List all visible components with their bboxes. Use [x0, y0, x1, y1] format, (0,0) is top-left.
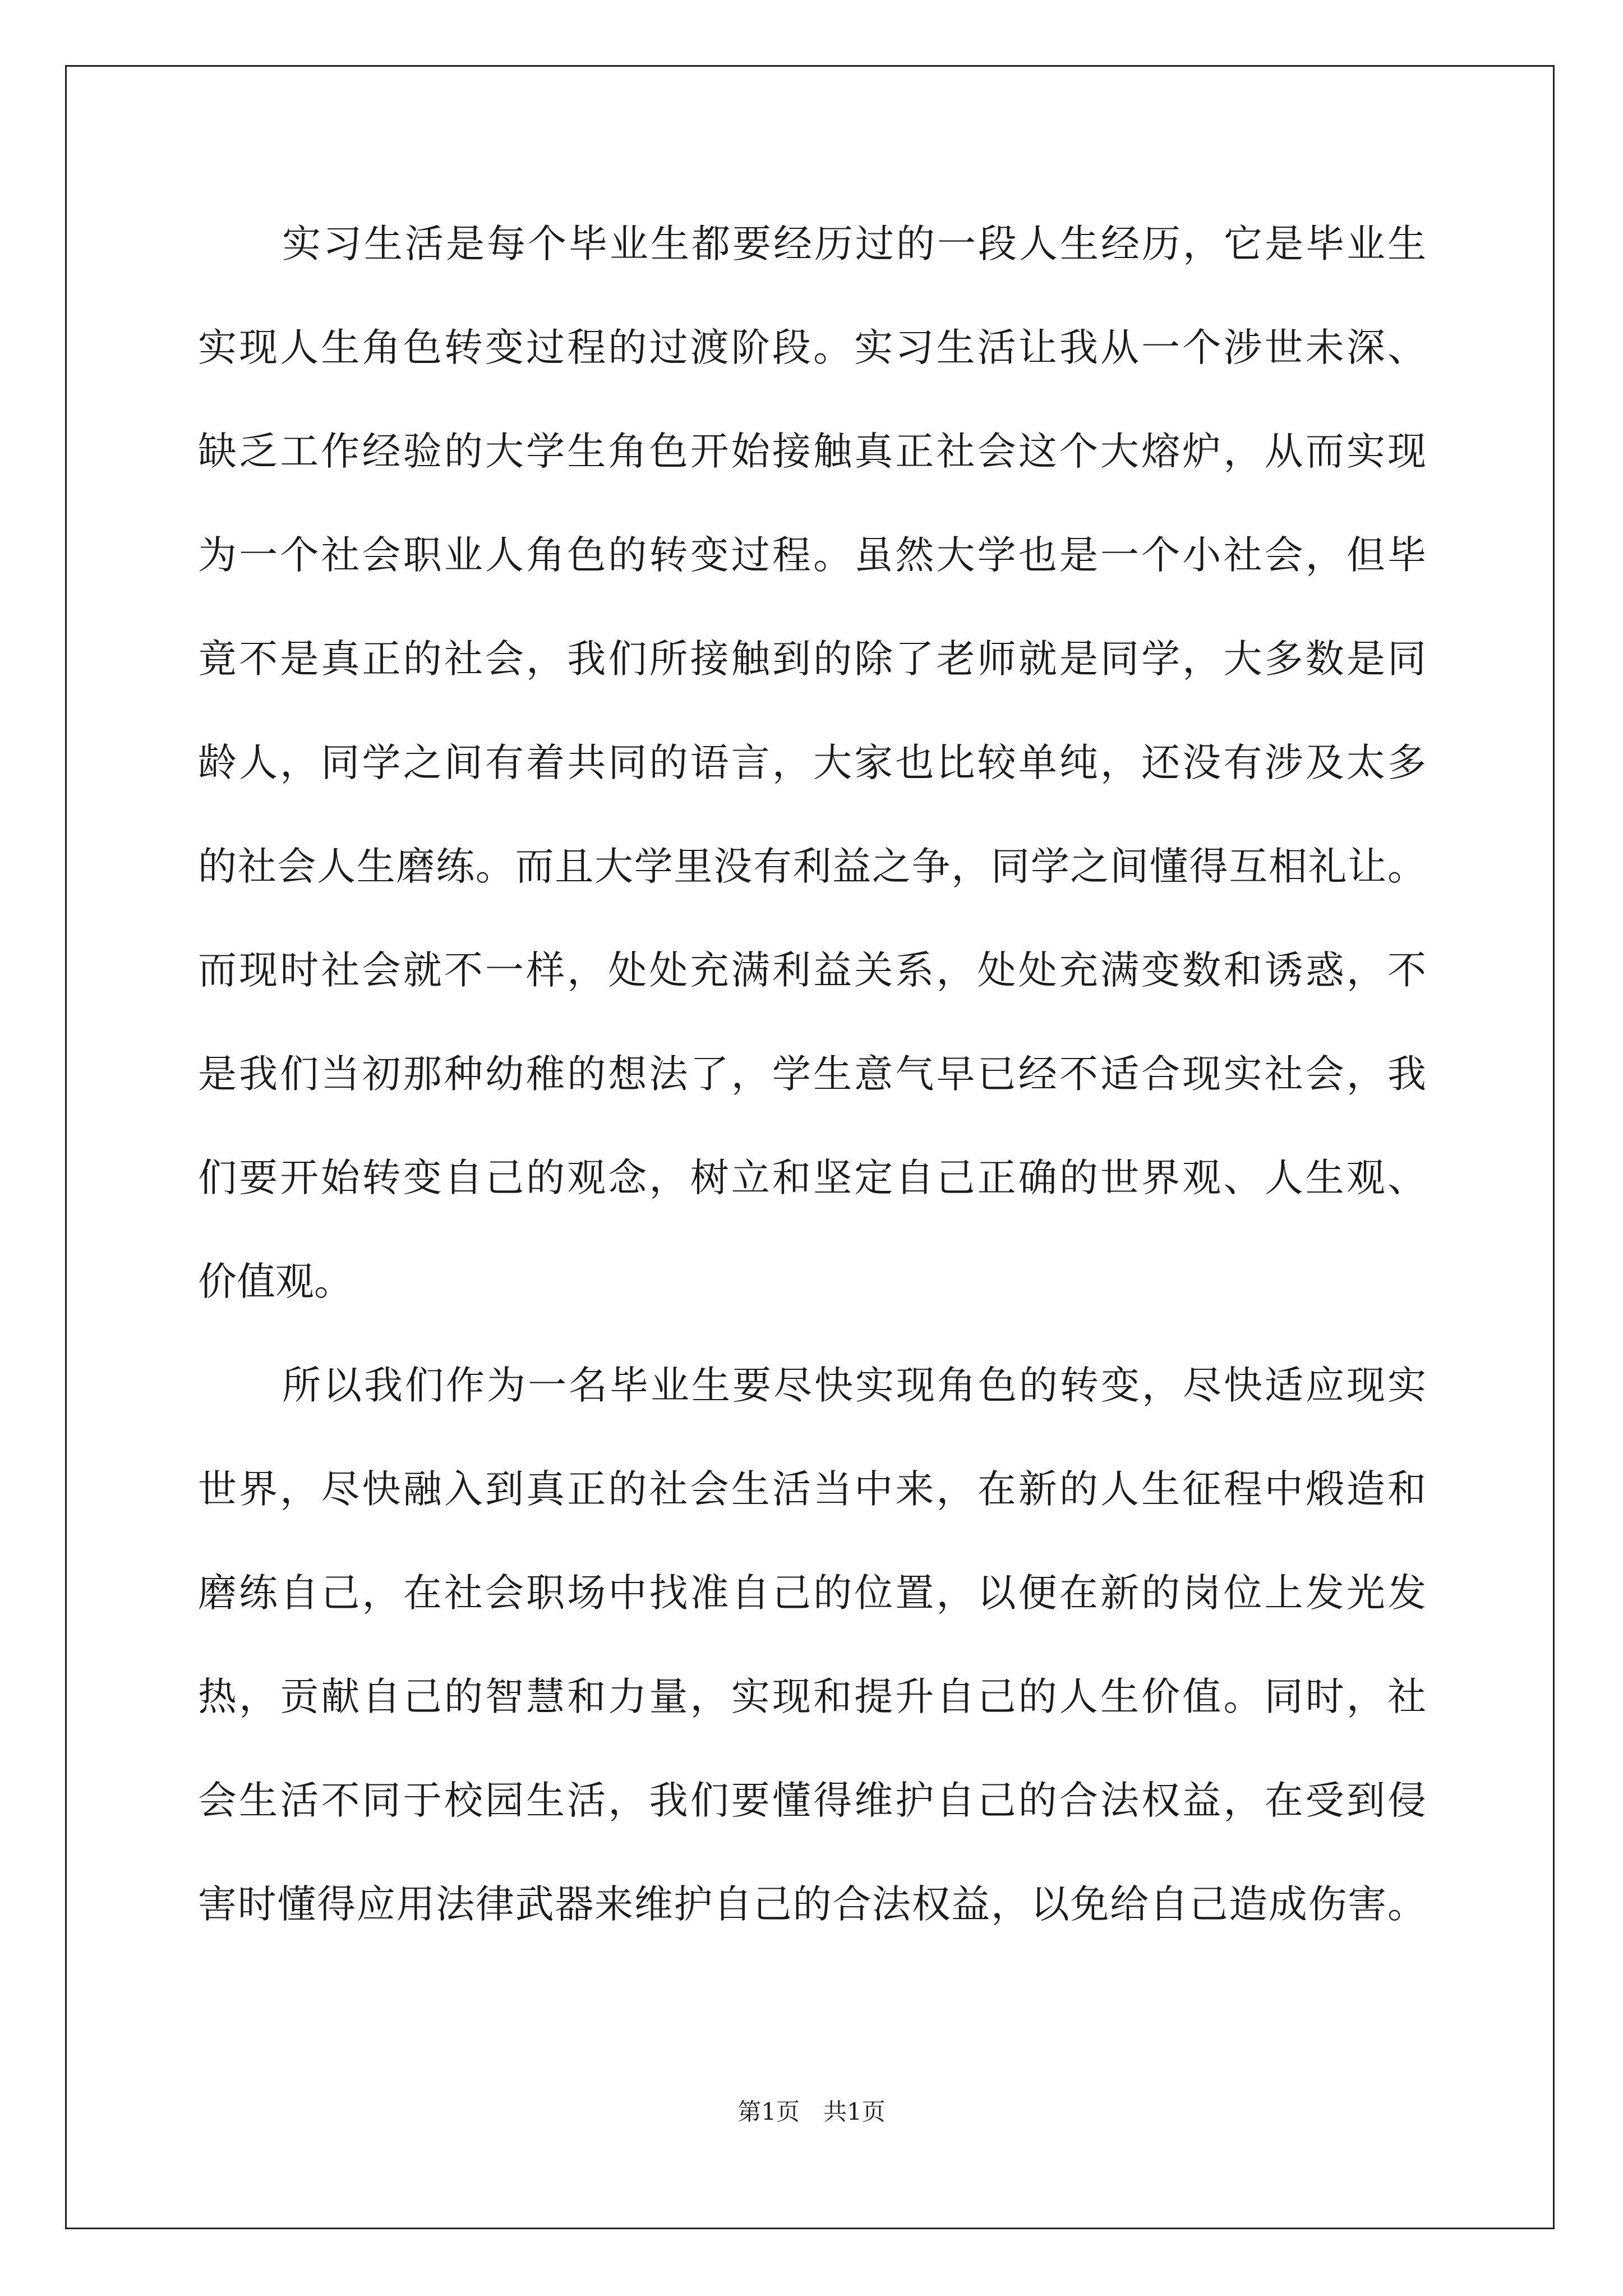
paragraph-1-line-9: 是我们当初那种幼稚的想法了，学生意气早已经不适合现实社会，我	[198, 1052, 1426, 1097]
paragraph-1-line-4: 为一个社会职业人角色的转变过程。虽然大学也是一个小社会，但毕	[198, 533, 1426, 578]
paragraph-1-line-7: 的社会人生磨练。而且大学里没有利益之争，同学之间懂得互相礼让。	[198, 844, 1426, 889]
paragraph-1-line-2: 实现人生角色转变过程的过渡阶段。实习生活让我从一个涉世未深、	[198, 325, 1426, 370]
paragraph-2-line-2: 世界，尽快融入到真正的社会生活当中来，在新的人生征程中煅造和	[198, 1467, 1426, 1512]
paragraph-2-line-5: 会生活不同于校园生活，我们要懂得维护自己的合法权益，在受到侵	[198, 1778, 1426, 1823]
paragraph-1-line-5: 竟不是真正的社会，我们所接触到的除了老师就是同学，大多数是同	[198, 637, 1426, 682]
paragraph-2-line-4: 热，贡献自己的智慧和力量，实现和提升自己的人生价值。同时，社	[198, 1674, 1426, 1719]
page-number: 第1页 共1页	[737, 2098, 886, 2125]
paragraph-1-line-8: 而现时社会就不一样，处处充满利益关系，处处充满变数和诱惑，不	[198, 948, 1426, 993]
paragraph-1-line-1: 实习生活是每个毕业生都要经历过的一段人生经历，它是毕业生	[282, 222, 1426, 266]
paragraph-2-line-6: 害时懂得应用法律武器来维护自己的合法权益，以免给自己造成伤害。	[198, 1882, 1426, 1927]
paragraph-1-line-11: 价值观。	[198, 1259, 353, 1304]
paragraph-1-line-3: 缺乏工作经验的大学生角色开始接触真正社会这个大熔炉，从而实现	[198, 429, 1426, 474]
paragraph-2-line-1: 所以我们作为一名毕业生要尽快实现角色的转变，尽快适应现实	[282, 1363, 1426, 1408]
paragraph-2-line-3: 磨练自己，在社会职场中找准自己的位置，以便在新的岗位上发光发	[198, 1571, 1426, 1616]
paragraph-1-line-10: 们要开始转变自己的观念，树立和坚定自己正确的世界观、人生观、	[198, 1156, 1426, 1200]
paragraph-1-line-6: 龄人，同学之间有着共同的语言，大家也比较单纯，还没有涉及太多	[198, 740, 1426, 785]
